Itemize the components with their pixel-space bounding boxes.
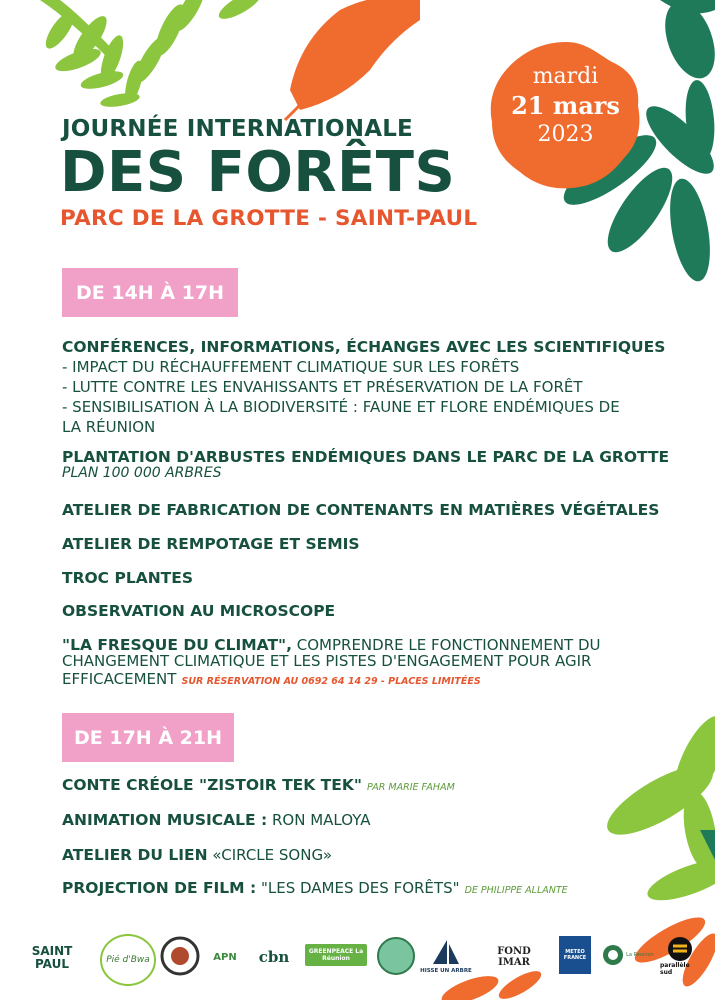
lien-text: «CIRCLE SONG» xyxy=(207,846,332,864)
animation-text: RON MALOYA xyxy=(267,811,371,829)
animation-title: ANIMATION MUSICALE : xyxy=(62,811,268,829)
conte-title: CONTE CRÉOLE "ZISTOIR TEK TEK" xyxy=(62,776,362,794)
activity-troc-plantes: TROC PLANTES xyxy=(62,569,193,587)
film-author: DE PHILIPPE ALLANTE xyxy=(464,885,568,896)
film-line xyxy=(62,878,568,897)
fresque-text: COMPRENDRE LE FONCTIONNEMENT DU xyxy=(292,636,601,654)
conference-item: - IMPACT DU RÉCHAUFFEMENT CLIMATIQUE SUR LES FORÊTS xyxy=(62,358,520,376)
parallele-sud-icon xyxy=(667,936,693,962)
fern-leaf-top-left xyxy=(40,0,265,109)
page-title: DES FORÊTS xyxy=(60,140,456,205)
conte-line xyxy=(62,775,455,794)
fresque-line-3 xyxy=(62,669,481,688)
time-badge-afternoon: DE 14H À 17H xyxy=(62,268,238,317)
animation-line xyxy=(62,810,370,829)
activity-atelier-contenants: ATELIER DE FABRICATION DE CONTENANTS EN MATIÈRES VÉGÉTALES xyxy=(62,501,660,519)
sailboat-icon xyxy=(429,938,463,968)
logo-greenpeace: GREENPEACE La Réunion xyxy=(305,944,367,966)
date-date: 21 mars xyxy=(511,91,620,120)
logo-meteo-france: METEO FRANCE xyxy=(559,936,591,974)
reservation-note: SUR RÉSERVATION AU 0692 64 14 29 - PLACES LIMITÉES xyxy=(181,676,481,687)
fresque-text: CHANGEMENT CLIMATIQUE ET LES PISTES D'ENGAGEMENT POUR AGIR xyxy=(62,652,592,670)
plantation-subtitle: PLAN 100 000 ARBRES xyxy=(62,465,222,481)
conference-item: - LUTTE CONTRE LES ENVAHISSANTS ET PRÉSERVATION DE LA FORÊT xyxy=(62,378,583,396)
plantation-title: PLANTATION D'ARBUSTES ENDÉMIQUES DANS LE PARC DE LA GROTTE xyxy=(62,448,670,466)
lien-line xyxy=(62,845,332,864)
spiral-icon xyxy=(602,944,624,966)
event-date xyxy=(488,62,643,149)
date-year: 2023 xyxy=(537,122,594,147)
fresque-text: EFFICACEMENT xyxy=(62,670,177,688)
conte-author: PAR MARIE FAHAM xyxy=(367,782,455,793)
conference-item: - SENSIBILISATION À LA BIODIVERSITÉ : FAUNE ET FLORE ENDÉMIQUES DE xyxy=(62,398,620,416)
activity-atelier-rempotage: ATELIER DE REMPOTAGE ET SEMIS xyxy=(62,535,360,553)
logo-parallele-sud: parallèle sud xyxy=(660,934,700,978)
conference-title: CONFÉRENCES, INFORMATIONS, ÉCHANGES AVEC LES SCIENTIFIQUES xyxy=(62,338,666,356)
logo-la-reunion: La Réunion xyxy=(600,936,656,974)
logo-pie-dbwa: Pié d'Bwa xyxy=(100,934,156,986)
logo-cbn: cbn xyxy=(258,948,290,966)
orange-leaf-top xyxy=(285,0,420,120)
emblem-icon xyxy=(160,934,200,978)
fresque-title: "LA FRESQUE DU CLIMAT", xyxy=(62,636,292,654)
circle-badge-icon xyxy=(376,934,416,978)
film-title: PROJECTION DE FILM : xyxy=(62,879,257,897)
partner-logos xyxy=(0,926,715,986)
logo-circle-badge xyxy=(376,934,416,978)
location-subtitle: PARC DE LA GROTTE - SAINT-PAUL xyxy=(60,206,478,231)
lien-title: ATELIER DU LIEN xyxy=(62,846,208,864)
logo-apn: APN xyxy=(213,951,237,963)
title-line-1: JOURNÉE INTERNATIONALE xyxy=(62,116,413,142)
film-text: "LES DAMES DES FORÊTS" xyxy=(256,879,460,897)
logo-hisse-un-arbre: HISSE UN ARBRE xyxy=(420,932,472,980)
logo-fond-imar: FOND IMAR xyxy=(497,946,531,968)
conference-item: LA RÉUNION xyxy=(62,418,156,436)
logo-saint-paul: SAINT PAUL xyxy=(31,944,73,971)
activity-microscope: OBSERVATION AU MICROSCOPE xyxy=(62,602,336,620)
date-day: mardi xyxy=(532,64,599,89)
time-badge-evening: DE 17H À 21H xyxy=(62,713,234,762)
logo-round-emblem xyxy=(160,934,200,978)
